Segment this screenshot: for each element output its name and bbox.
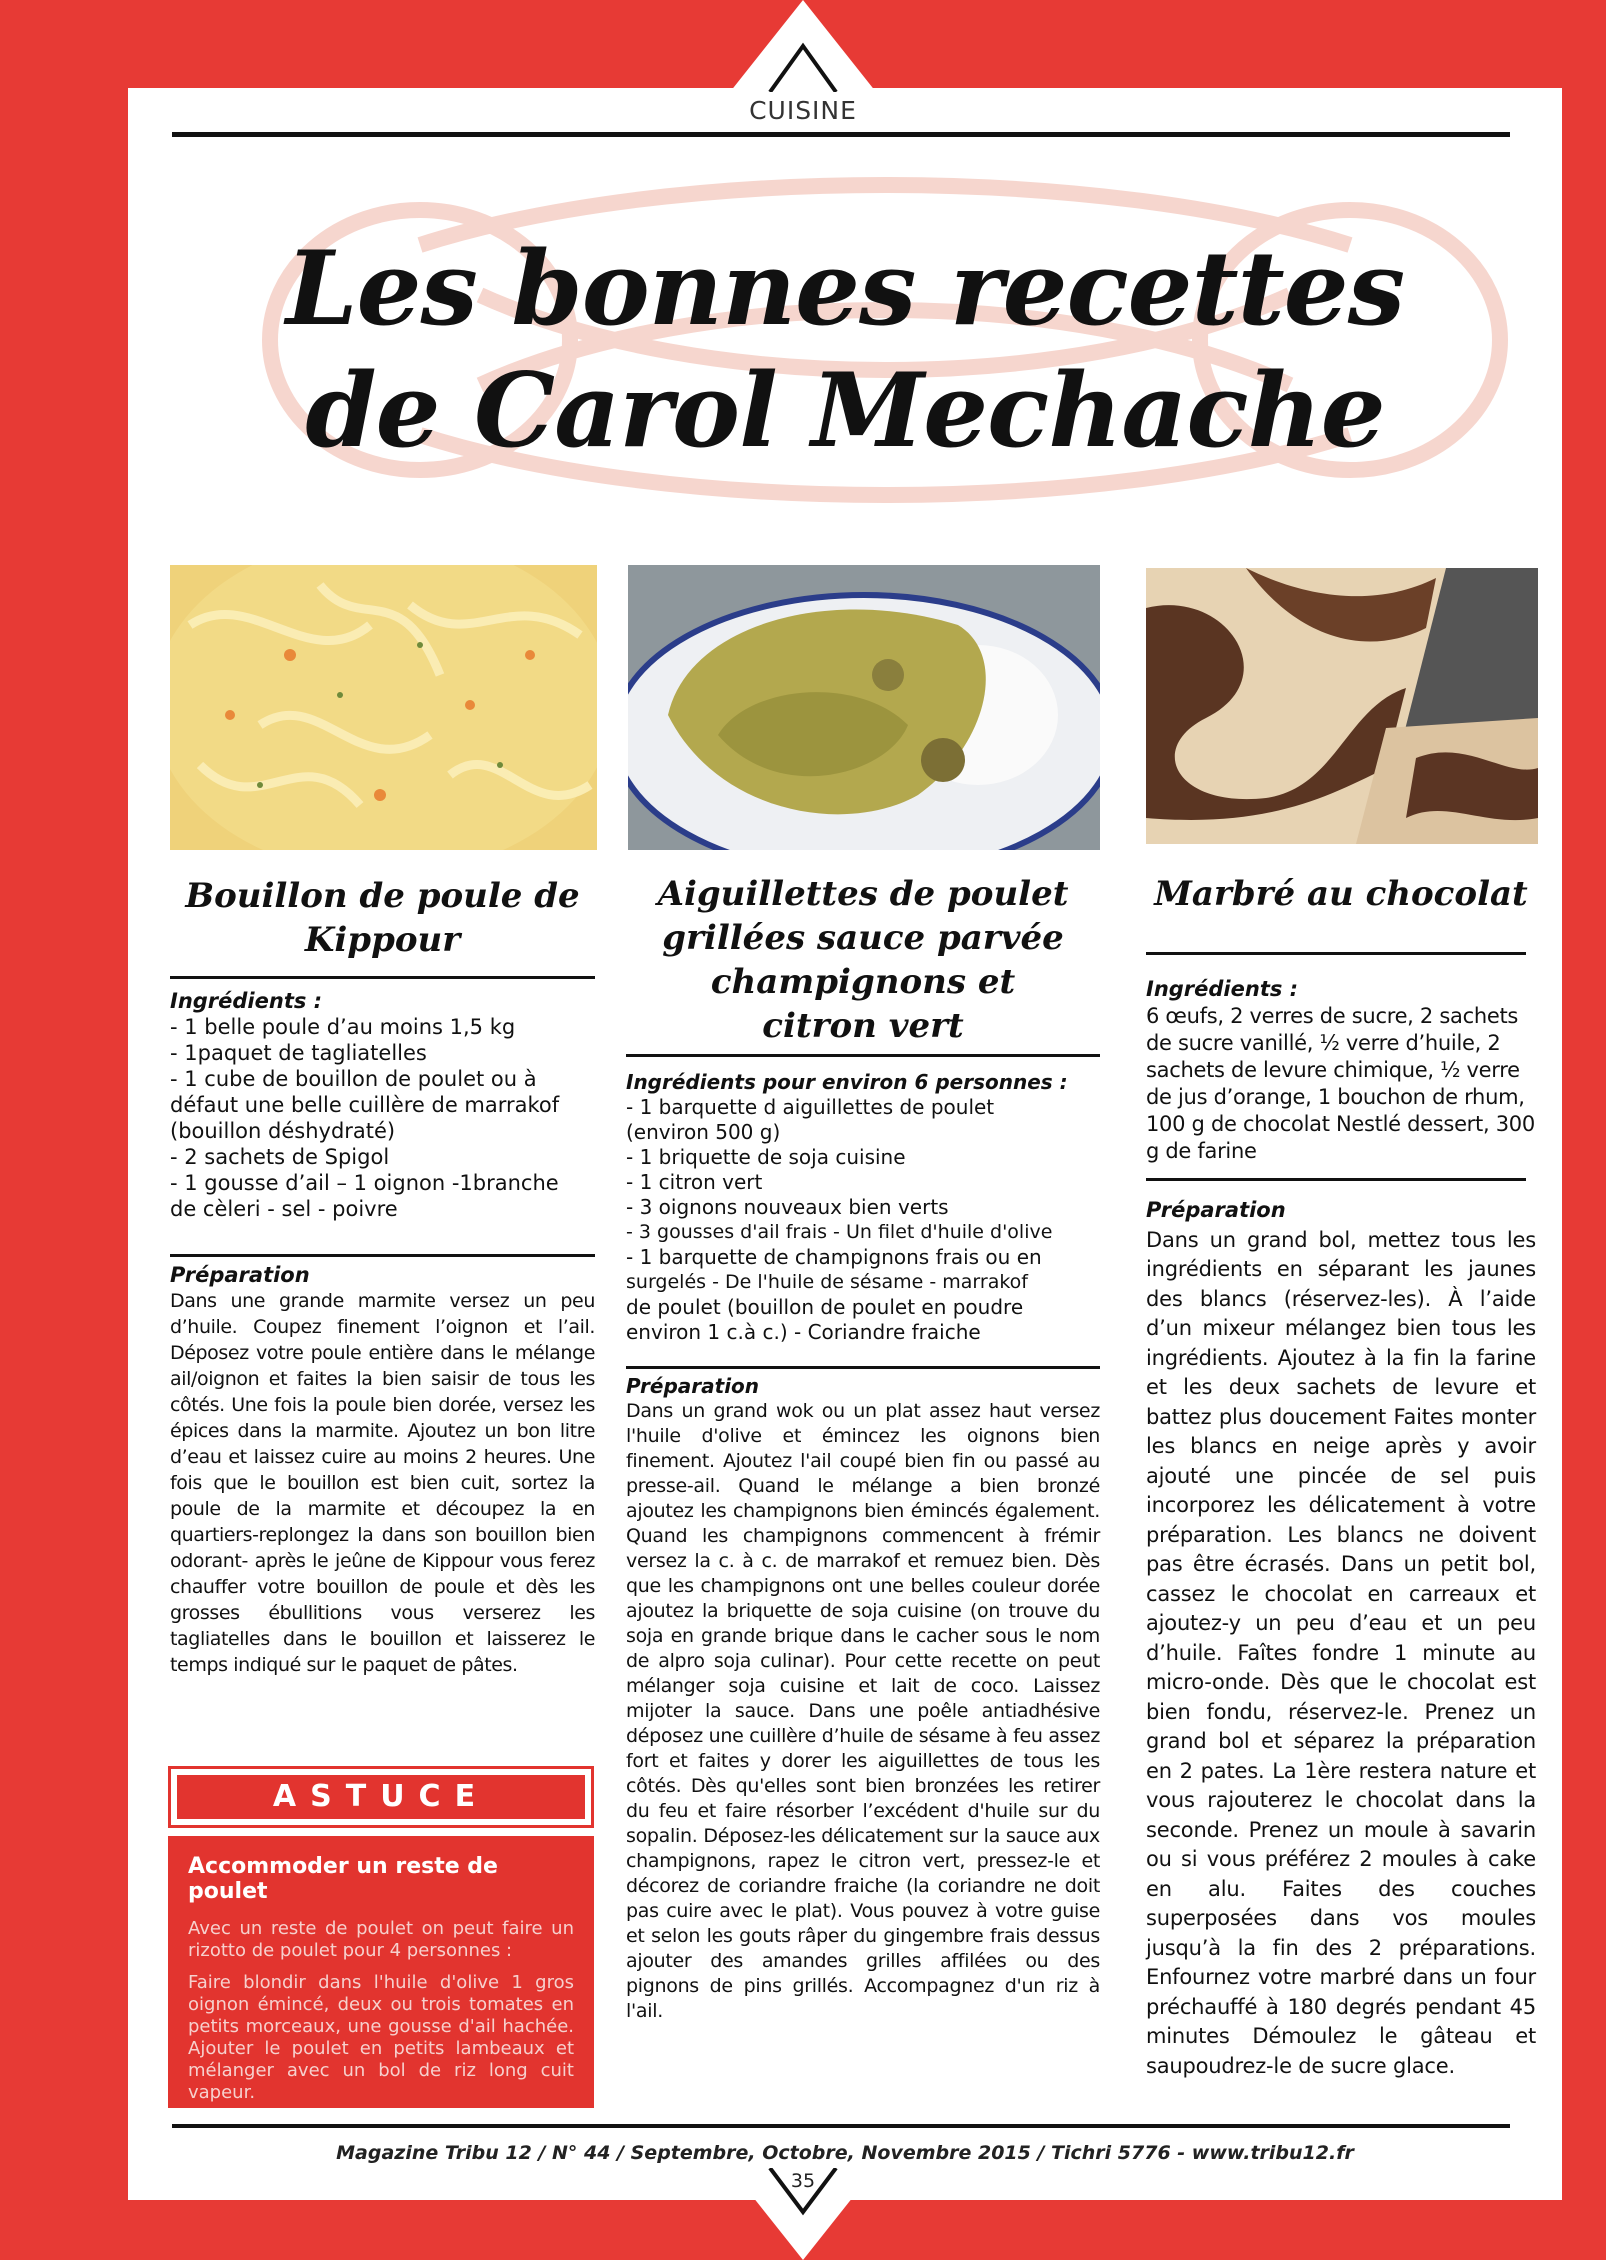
ingredient-line: défaut une belle cuillère de marrakof bbox=[170, 1093, 560, 1117]
top-triangle-tab bbox=[730, 0, 876, 92]
recipe-1-ingredients-heading: Ingrédients : bbox=[170, 989, 323, 1013]
astuce-box bbox=[168, 1836, 594, 2108]
ingredient-line: (environ 500 g) bbox=[626, 1120, 781, 1144]
ingredient-line: - 3 gousses d'ail frais - Un filet d'huile d'olive bbox=[626, 1221, 1053, 1243]
ingredient-line: - 1 briquette de soja cuisine bbox=[626, 1145, 906, 1169]
astuce-title: Accommoder un reste de poulet bbox=[188, 1854, 498, 1904]
ingredient-line: - 1 gousse d’ail – 1 oignon -1branche bbox=[170, 1171, 559, 1195]
recipe-3-preparation-heading: Préparation bbox=[1146, 1198, 1286, 1222]
recipe-2-ingredients-heading: Ingrédients pour environ 6 personnes : bbox=[626, 1070, 1068, 1094]
recipe-1-ingredients-rule bbox=[170, 1254, 595, 1257]
recipe-2-title bbox=[626, 872, 1100, 1048]
ingredient-line: - 1 belle poule d’au moins 1,5 kg bbox=[170, 1015, 516, 1039]
ingredient-line: de poulet (bouillon de poulet en poudre bbox=[626, 1295, 1024, 1319]
main-title-line-1: Les bonnes recettes bbox=[285, 229, 1405, 349]
recipe-2-ingredients-rule bbox=[626, 1366, 1100, 1369]
photo-chicken-mushroom-dish bbox=[628, 565, 1100, 850]
recipe-3-ingredients bbox=[1146, 976, 1536, 1165]
footer-rule bbox=[172, 2124, 1510, 2128]
recipe-3-ingredients-rule bbox=[1146, 1178, 1526, 1181]
recipe-2-ingredients bbox=[626, 1070, 1100, 1345]
ingredient-line: - 1 barquette de champignons frais ou en bbox=[626, 1245, 1042, 1269]
recipe-3-title: Marbré au chocolat bbox=[1154, 874, 1528, 914]
astuce-paragraph-2: Faire blondir dans l'huile d'olive 1 gros oignon émincé, deux ou trois tomates en petits morceaux, une gousse d'ail hachée. Ajouter le poulet en petits lambeaux et mélanger avec un bol de riz long cuit vapeur. bbox=[188, 1972, 574, 2103]
recipe-3-preparation bbox=[1146, 1196, 1536, 2081]
astuce-header bbox=[168, 1766, 594, 1828]
header-rule bbox=[172, 132, 1510, 137]
recipe-1-preparation-text: Dans une grande marmite versez un peu d’huile. Coupez finement l’oignon et l’ail. Déposez votre poule entière dans le mélange ail/oignon et faites la bien saisir de tous les côtés. Une fois la poule bien dorée, versez les épices dans la marmite. Ajoutez un bon litre d’eau et laissez cuire au moins 2 heures. Une fois que le bouillon est bien cuit, sortez la poule de la marmite et découpez la en quartiers-replongez la dans son bouillon bien odorant- après le jeûne de Kippour vous ferez chauffer votre bouillon de poule et dès les grosses ébullitions vous verserez les tagliatelles dans le bouillon et laisserez le temps indiqué sur le paquet de pâtes. bbox=[170, 1290, 595, 1676]
photo-marble-cake bbox=[1146, 568, 1538, 844]
recipe-1-title-line-2: Kippour bbox=[304, 920, 461, 960]
ingredient-line: (bouillon déshydraté) bbox=[170, 1119, 396, 1143]
recipe-2-title-rule bbox=[626, 1054, 1100, 1057]
recipe-2-title-line-1: Aiguillettes de poulet bbox=[657, 874, 1069, 914]
ingredient-line: - 1paquet de tagliatelles bbox=[170, 1041, 427, 1065]
recipe-1-preparation bbox=[170, 1262, 595, 1678]
recipe-2-preparation-text: Dans un grand wok ou un plat assez haut versez l'huile d'olive et émincez les oignons bien finement. Ajoutez l'ail coupé bien fin ou passé au presse-ail. Quand le mélange a bien bronzé ajoutez les champignons bien émincés également. Quand les champignons commencent à frémir versez la c. à c. de marrakof et remuez bien. Dès que les champignons ont une belles couleur dorée ajoutez la briquette de soja cuisine (on trouve du soja en grande brique dans le cacher sous le nom de alpro soja culinar). Pour cette recette on peut mélanger soja cuisine et lait de coco. Laissez mijoter la sauce. Dans une poêle antiadhésive déposez une cuillère d’huile de sésame à feu assez fort et faites y dorer les aiguillettes de tous les côtés. Dès qu'elles sont bien bronzées les retirer du feu et faire résorber l’excédent d'huile sur du sopalin. Déposez-les délicatement sur la sauce aux champignons, rapez le citron vert, pressez-le et décorez de coriandre fraiche (la coriandre ne doit pas cuire avec le plat). Vous pouvez à votre guise et selon les gouts râper du gingembre frais dessus ajouter des amandes grilles affilées ou des pignons de pins grillés. Accompagnez d'un riz à l'ail. bbox=[626, 1400, 1100, 2022]
recipe-3-title-rule bbox=[1146, 952, 1526, 955]
ingredient-line: - 3 oignons nouveaux bien verts bbox=[626, 1195, 949, 1219]
recipe-1-ingredients bbox=[170, 988, 595, 1222]
ingredient-line: - 2 sachets de Spigol bbox=[170, 1145, 390, 1169]
ingredient-line: environ 1 c.à c.) - Coriandre fraiche bbox=[626, 1320, 981, 1344]
main-title bbox=[128, 228, 1562, 472]
ingredient-line: surgelés - De l'huile de sésame - marrakof bbox=[626, 1271, 1028, 1293]
recipe-2-title-line-4: citron vert bbox=[762, 1006, 964, 1046]
recipe-1-title-rule bbox=[170, 976, 595, 979]
section-label: CUISINE bbox=[749, 96, 857, 125]
recipe-3-ingredients-heading: Ingrédients : bbox=[1146, 977, 1299, 1001]
footer-credits: Magazine Tribu 12 / N° 44 / Septembre, Octobre, Novembre 2015 / Tichri 5776 - www.tribu12.fr bbox=[336, 2142, 1354, 2164]
recipe-1-preparation-heading: Préparation bbox=[170, 1263, 310, 1287]
recipe-1-title-line-1: Bouillon de poule de bbox=[185, 876, 580, 916]
recipe-2-title-line-3: champignons et bbox=[710, 962, 1016, 1002]
astuce-label: ASTUCE bbox=[177, 1775, 585, 1819]
ingredient-line: - 1 citron vert bbox=[626, 1170, 763, 1194]
main-title-line-2: de Carol Mechache bbox=[305, 351, 1385, 471]
ingredient-line: - 1 cube de bouillon de poulet ou à bbox=[170, 1067, 537, 1091]
recipe-3-preparation-text: Dans un grand bol, mettez tous les ingrédients en séparant les jaunes des blancs (réservez-les). À l’aide d’un mixeur mélangez bien tous les ingrédients. Ajoutez à la fin la farine et les deux sachets de levure et battez plus doucement Faites monter les blancs en neige après y avoir ajouté une pincée de sel puis incorporez les délicatement à votre préparation. Les blancs ne doivent pas être écrasés. Dans un petit bol, cassez le chocolat en carreaux et ajoutez-y un peu d’eau et un peu d’huile. Faîtes fondre 1 minute au micro-onde. Dès que le chocolat est bien fondu, réservez-le. Prenez un grand bol et séparez la préparation en 2 pates. La 1ère restera nature et vous rajouterez le chocolat dans la seconde. Prenez un moule à savarin ou si vous préférez 2 moules à cake en alu. Faites des couches superposées dans vos moules jusqu’à la fin des 2 préparations. Enfournez votre marbré dans un four préchauffé à 180 degrés pendant 45 minutes Démoulez le gâteau et saupoudrez-le de sucre glace. bbox=[1146, 1227, 1536, 2078]
recipe-3-ingredients-text: 6 œufs, 2 verres de sucre, 2 sachets de sucre vanillé, ½ verre d’huile, 2 sachets de levure chimique, ½ verre de jus d’orange, 1 bouchon de rhum, 100 g de chocolat Nestlé dessert, 300 g de farine bbox=[1146, 1004, 1535, 1163]
photo-chicken-soup bbox=[170, 565, 597, 850]
recipe-2-preparation bbox=[626, 1374, 1100, 2024]
recipe-2-preparation-heading: Préparation bbox=[626, 1374, 760, 1398]
recipe-2-title-line-2: grillées sauce parvée bbox=[662, 918, 1064, 958]
ingredient-line: - 1 barquette d aiguillettes de poulet bbox=[626, 1095, 995, 1119]
page-number: 35 bbox=[790, 2170, 816, 2192]
astuce-paragraph-1: Avec un reste de poulet on peut faire un rizotto de poulet pour 4 personnes : bbox=[188, 1918, 574, 1961]
recipe-1-title bbox=[170, 874, 595, 962]
ingredient-line: de cèleri - sel - poivre bbox=[170, 1197, 398, 1221]
